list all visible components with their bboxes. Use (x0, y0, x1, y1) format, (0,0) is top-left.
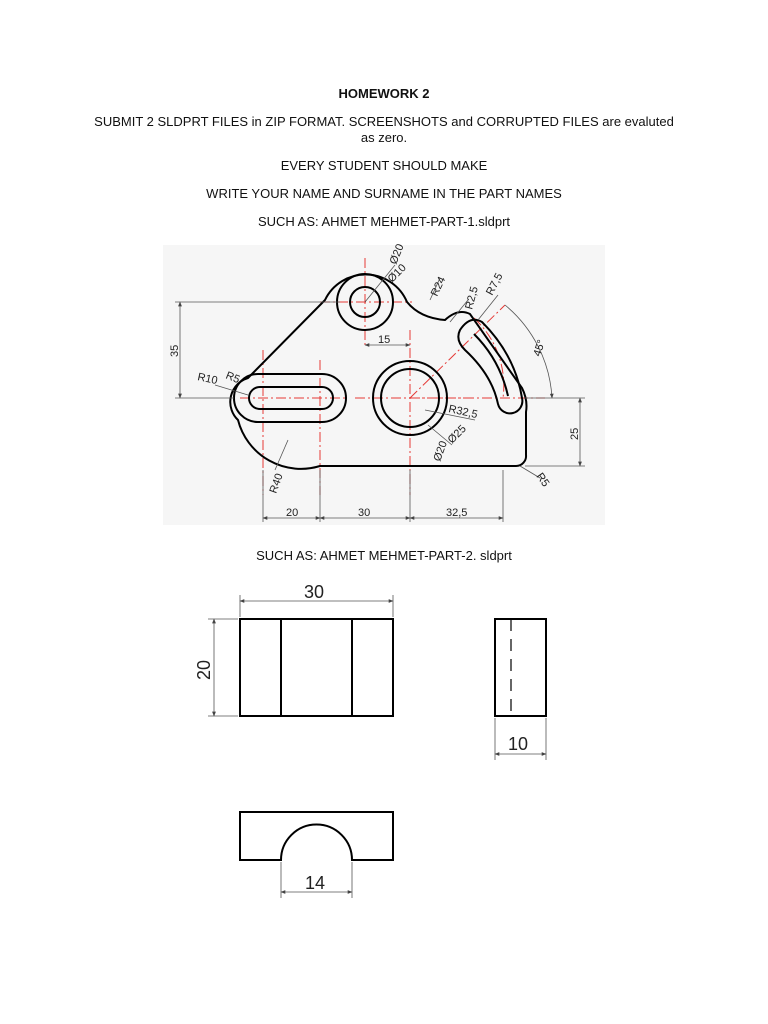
dim-angle: 45° (531, 338, 548, 358)
dim-w20: 20 (286, 507, 299, 519)
instruction-submit: SUBMIT 2 SLDPRT FILES in ZIP FORMAT. SCREENSHOTS and CORRUPTED FILES are evaluted as zero. (94, 114, 674, 145)
dim-d10: Ø10 (385, 261, 409, 286)
dim-d20b: Ø20 (431, 439, 450, 464)
dim-r24: R24 (428, 274, 449, 299)
dim-w32-5: 32,5 (446, 507, 468, 519)
page-title: HOMEWORK 2 (338, 86, 430, 101)
dim-r5b: R5 (533, 470, 552, 490)
dim-part2-w30: 30 (304, 582, 325, 602)
dim-w15: 15 (378, 334, 391, 346)
example-part-2: SUCH AS: AHMET MEHMET-PART-2. sldprt (256, 548, 512, 563)
dim-r10: R10 (196, 371, 219, 388)
part-2-side-view (495, 619, 546, 760)
dim-r7-5: R7,5 (484, 271, 506, 298)
dim-part2-w14: 14 (305, 873, 326, 893)
instruction-every-student: EVERY STUDENT SHOULD MAKE (280, 158, 488, 173)
dim-part2-w10: 10 (508, 734, 529, 754)
dim-d20: Ø20 (387, 242, 407, 267)
dim-d25: Ø25 (445, 422, 469, 447)
dim-r32-5: R32,5 (447, 403, 479, 422)
part-2-front-view (194, 582, 393, 716)
instruction-names: WRITE YOUR NAME AND SURNAME IN THE PART NAMES (206, 186, 562, 201)
dim-r5a: R5 (223, 369, 242, 387)
example-part-1: SUCH AS: AHMET MEHMET-PART-1.sldprt (257, 214, 511, 229)
dim-h25: 25 (569, 427, 581, 440)
dim-part2-h20: 20 (194, 659, 214, 680)
part-2-top-view (240, 812, 393, 898)
dim-r40: R40 (267, 471, 286, 496)
dim-r2-5: R2,5 (463, 285, 481, 311)
dim-w30: 30 (358, 507, 371, 519)
dim-h35: 35 (169, 344, 181, 357)
